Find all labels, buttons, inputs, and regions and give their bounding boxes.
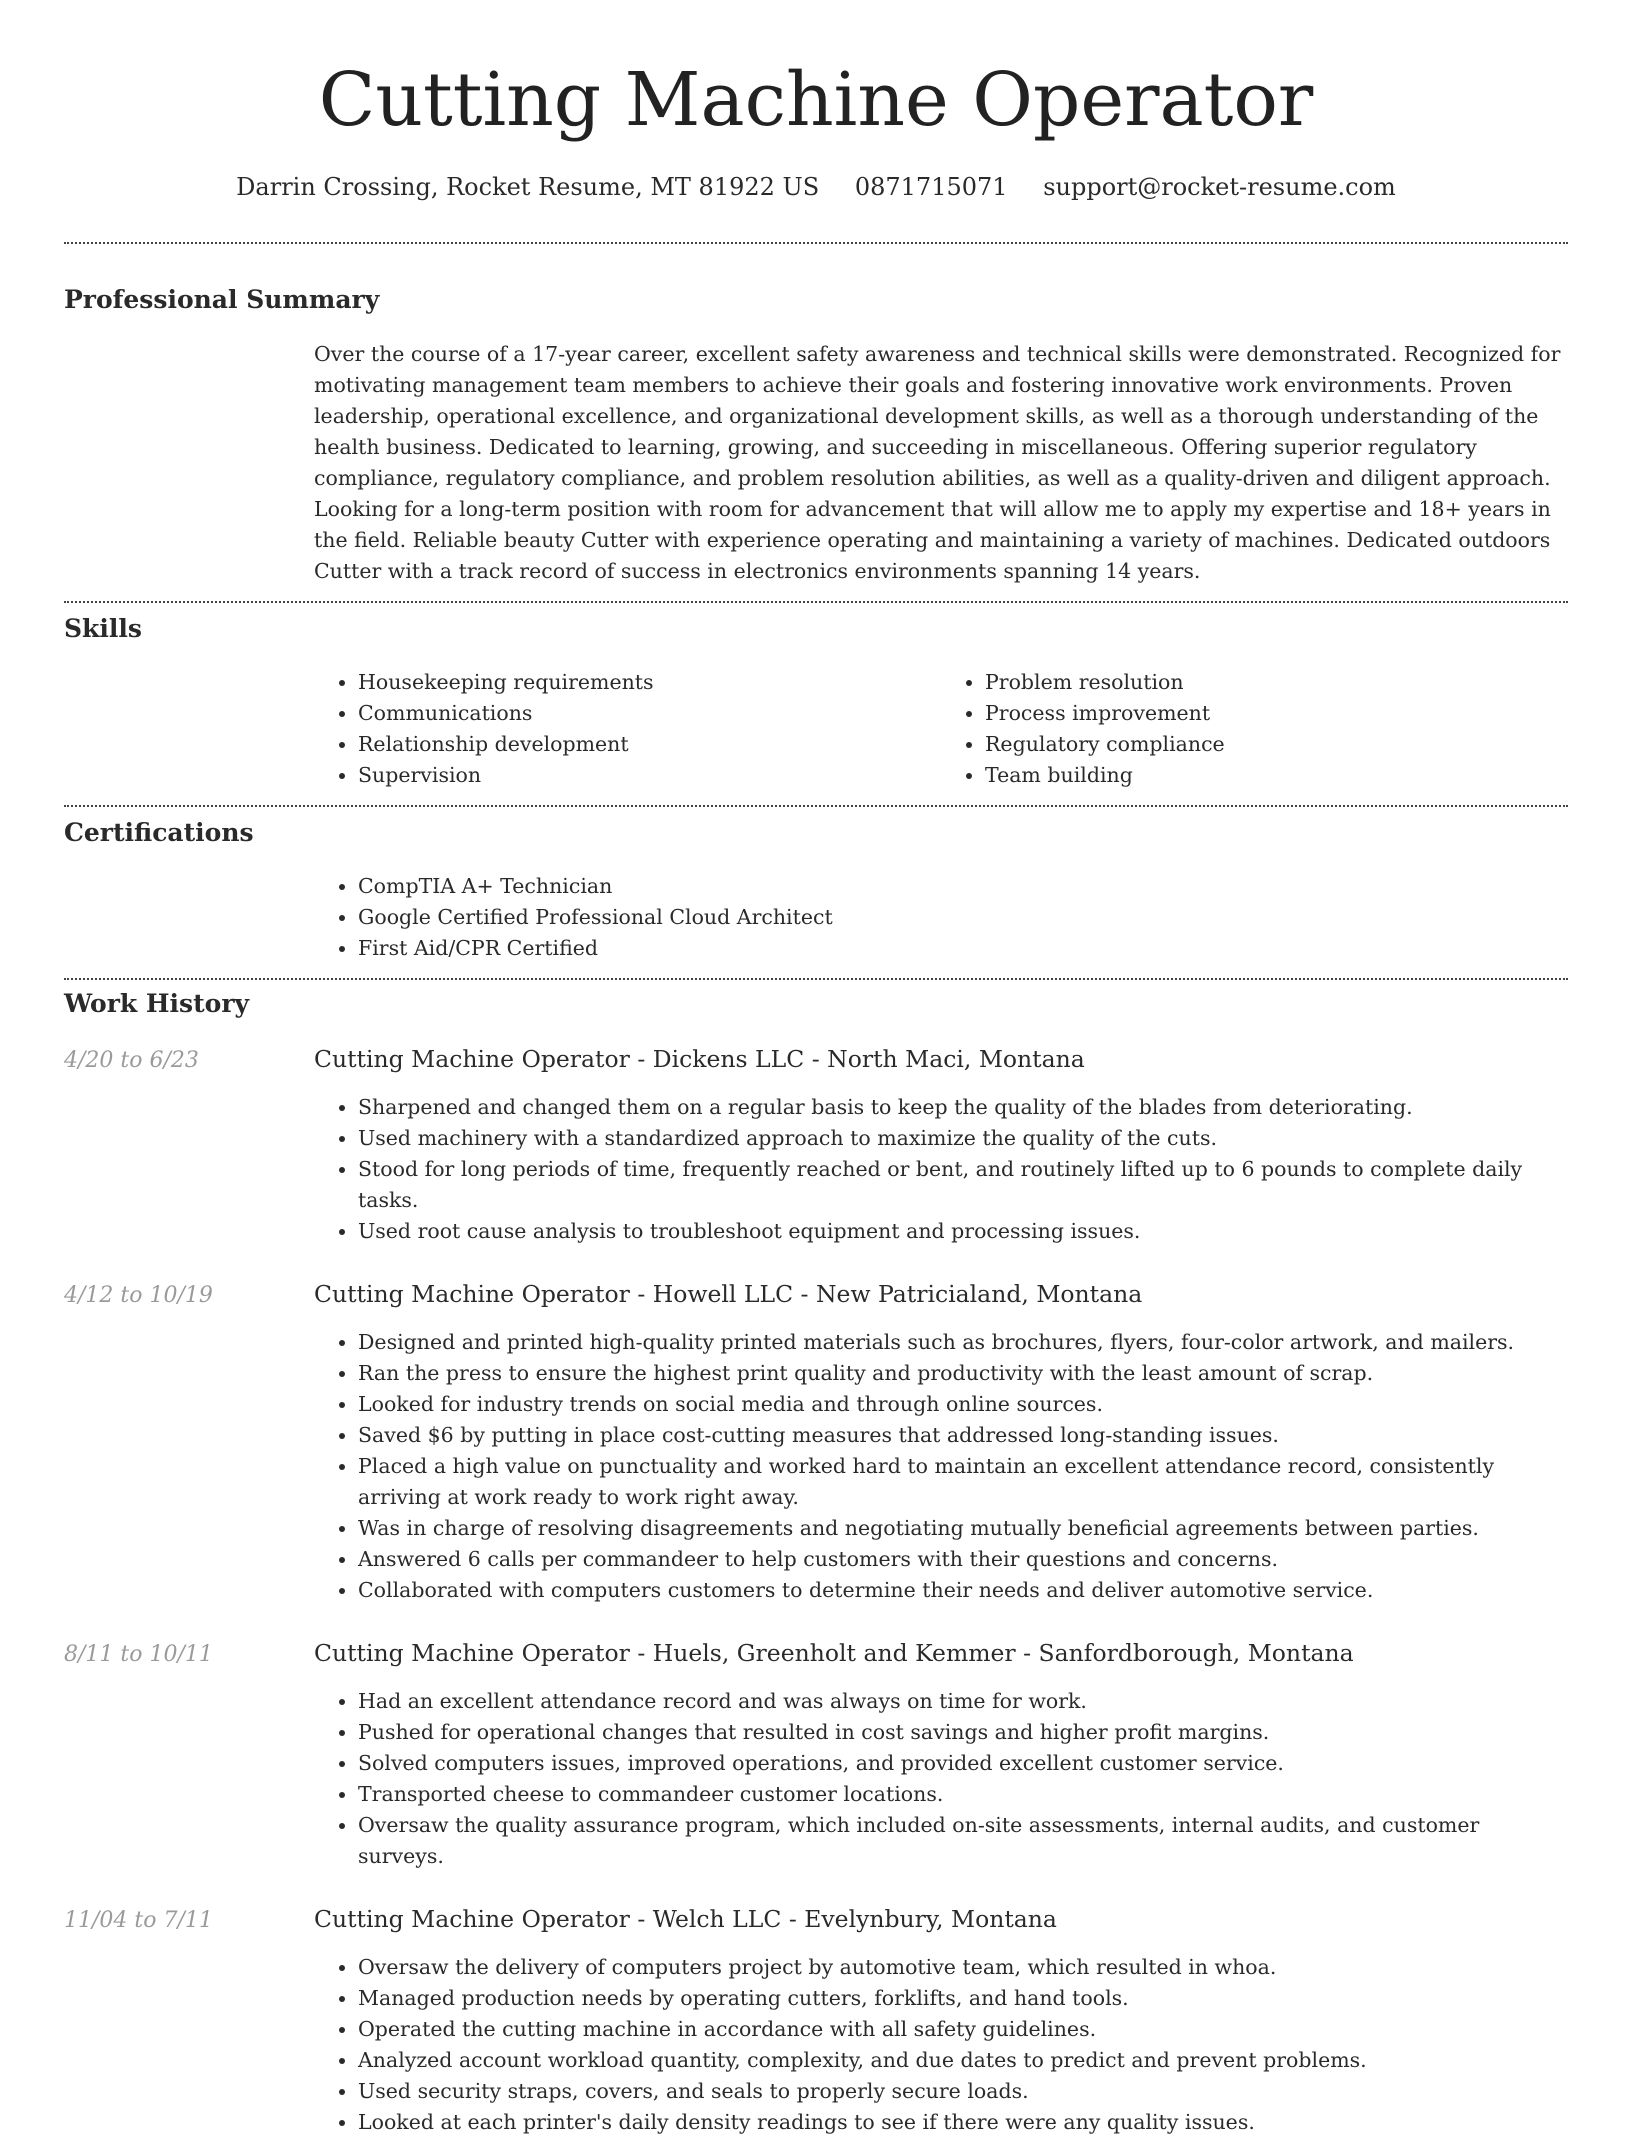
contact-line — [64, 170, 1568, 204]
list-item: • Answered 6 calls per commandeer to help customers with their questions and concerns. — [358, 1544, 1568, 1575]
list-item: • Relationship development — [358, 729, 941, 760]
job-dates: 4/20 to 6/23 — [64, 1048, 199, 1073]
list-item: • Used root cause analysis to troubleshoot equipment and processing issues. — [358, 1216, 1568, 1247]
list-item: • Used security straps, covers, and seals to properly secure loads. — [358, 2076, 1568, 2107]
job-bullets — [314, 1952, 1568, 2138]
list-item: • Stood for long periods of time, frequently reached or bent, and routinely lifted up to 6 pounds to complete daily tasks. — [358, 1154, 1568, 1216]
list-item: • Operated the cutting machine in accordance with all safety guidelines. — [358, 2014, 1568, 2045]
list-item: • Collaborated with computers customers to determine their needs and deliver automotive service. — [358, 1575, 1568, 1606]
job-entry — [64, 1902, 1568, 2138]
contact-phone: 0871715071 — [854, 173, 1008, 201]
job-entry — [64, 1636, 1568, 1872]
list-item: • Process improvement — [985, 698, 1568, 729]
list-item: • Oversaw the quality assurance program, which included on-site assessments, internal audits, and customer surveys. — [358, 1810, 1568, 1872]
list-item: • Placed a high value on punctuality and worked hard to maintain an excellent attendance record, consistently arriving at work ready to work right away. — [358, 1451, 1568, 1513]
job-bullets — [314, 1092, 1568, 1247]
summary-text: Over the course of a 17-year career, excellent safety awareness and technical skills were demonstrated. Recognized for motivating management team members to achieve their goals and fostering innovative work environments. Proven leadership, operational excellence, and organizational development skills, as well as a thorough understanding of the health business. Dedicated to learning, growing, and succeeding in miscellaneous. Offering superior regulatory compliance, regulatory compliance, and problem resolution abilities, as well as a quality-driven and diligent approach. Looking for a long-term position with room for advancement that will allow me to apply my expertise and 18+ years in the field. Reliable beauty Cutter with experience operating and maintaining a variety of machines. Dedicated outdoors Cutter with a track record of success in electronics environments spanning 14 years. — [314, 342, 1561, 583]
list-item: • Communications — [358, 698, 941, 729]
list-item: • Analyzed account workload quantity, complexity, and due dates to predict and prevent problems. — [358, 2045, 1568, 2076]
work-history-title: Work History — [64, 989, 250, 1018]
certifications-title: Certifications — [64, 818, 254, 847]
list-item: • Looked at each printer's daily density readings to see if there were any quality issues. — [358, 2107, 1568, 2138]
list-item: • Transported cheese to commandeer customer locations. — [358, 1779, 1568, 1810]
resume-name: Cutting Machine Operator — [318, 57, 1314, 143]
job-dates: 11/04 to 7/11 — [64, 1908, 213, 1933]
list-item: • Designed and printed high-quality printed materials such as brochures, flyers, four-color artwork, and mailers. — [358, 1327, 1568, 1358]
job-title: Cutting Machine Operator - Dickens LLC - North Maci, Montana — [314, 1045, 1085, 1073]
job-entry — [64, 1277, 1568, 1606]
work-history-section — [64, 980, 1568, 2138]
list-item: • Problem resolution — [985, 667, 1568, 698]
list-item: • Team building — [985, 760, 1568, 791]
list-item: • Oversaw the delivery of computers project by automotive team, which resulted in whoa. — [358, 1952, 1568, 1983]
list-item: • Housekeeping requirements — [358, 667, 941, 698]
job-bullets — [314, 1686, 1568, 1872]
certifications-list — [314, 871, 1568, 964]
list-item: • CompTIA A+ Technician — [358, 871, 1568, 902]
job-dates: 4/12 to 10/19 — [64, 1283, 213, 1308]
list-item: • Ran the press to ensure the highest print quality and productivity with the least amount of scrap. — [358, 1358, 1568, 1389]
summary-section — [64, 244, 1568, 587]
job-bullets — [314, 1327, 1568, 1606]
list-item: • Pushed for operational changes that resulted in cost savings and higher profit margins. — [358, 1717, 1568, 1748]
list-item: • Supervision — [358, 760, 941, 791]
list-item: • Used machinery with a standardized approach to maximize the quality of the cuts. — [358, 1123, 1568, 1154]
certifications-section — [64, 807, 1568, 964]
job-title: Cutting Machine Operator - Welch LLC - Evelynbury, Montana — [314, 1905, 1057, 1933]
list-item: • Saved $6 by putting in place cost-cutting measures that addressed long-standing issues. — [358, 1420, 1568, 1451]
list-item: • Had an excellent attendance record and was always on time for work. — [358, 1686, 1568, 1717]
skills-list-right — [941, 667, 1568, 791]
contact-email[interactable]: support@rocket-resume.com — [1043, 173, 1396, 201]
list-item: • Looked for industry trends on social media and through online sources. — [358, 1389, 1568, 1420]
skills-section — [64, 603, 1568, 791]
list-item: • First Aid/CPR Certified — [358, 933, 1568, 964]
job-dates: 8/11 to 10/11 — [64, 1642, 213, 1667]
list-item: • Sharpened and changed them on a regular basis to keep the quality of the blades from deteriorating. — [358, 1092, 1568, 1123]
list-item: • Google Certified Professional Cloud Architect — [358, 902, 1568, 933]
contact-address: Darrin Crossing, Rocket Resume, MT 81922 US — [236, 173, 820, 201]
summary-title: Professional Summary — [64, 285, 380, 314]
list-item: • Managed production needs by operating cutters, forklifts, and hand tools. — [358, 1983, 1568, 2014]
list-item: • Solved computers issues, improved operations, and provided excellent customer service. — [358, 1748, 1568, 1779]
skills-title: Skills — [64, 614, 142, 643]
job-title: Cutting Machine Operator - Howell LLC - New Patricialand, Montana — [314, 1280, 1143, 1308]
job-title: Cutting Machine Operator - Huels, Greenholt and Kemmer - Sanfordborough, Montana — [314, 1639, 1354, 1667]
list-item: • Was in charge of resolving disagreements and negotiating mutually beneficial agreements between parties. — [358, 1513, 1568, 1544]
list-item: • Regulatory compliance — [985, 729, 1568, 760]
skills-list-left — [314, 667, 941, 791]
job-entry — [64, 1042, 1568, 1247]
